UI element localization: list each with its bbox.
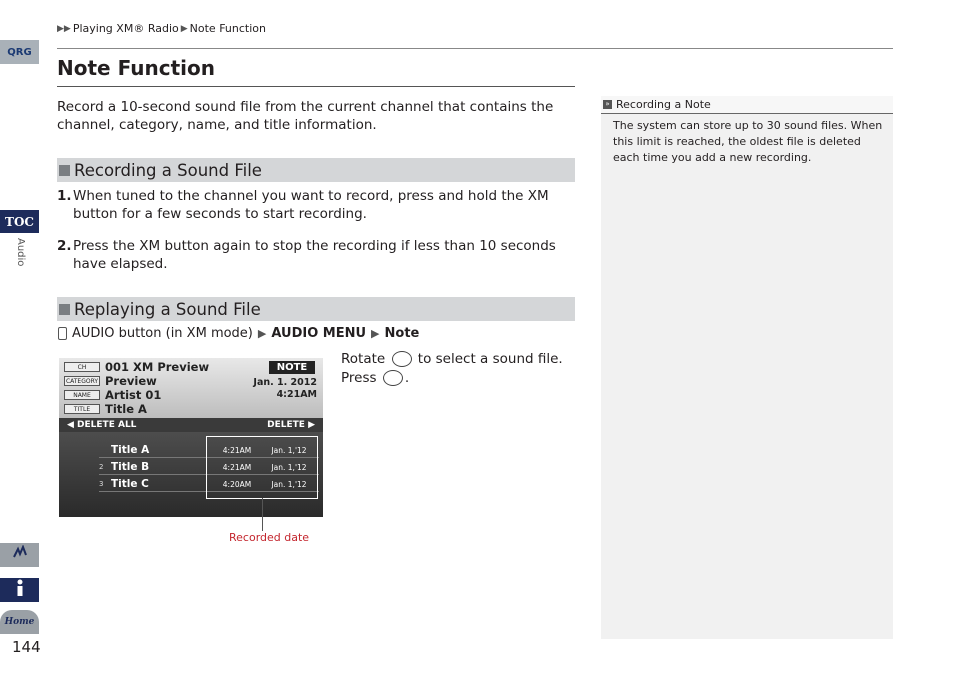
section-heading-recording [57,158,575,182]
tag-name: NAME [64,390,100,400]
recording-date: Jan. 1,'12 [271,479,307,489]
recording-time: 4:21AM [222,462,252,472]
breadcrumb-arrow-icon: ▶▶ [57,23,71,34]
list-item[interactable]: 3 Title C 4:20AM Jan. 1,'12 [99,477,319,492]
screen-channel: 001 XM Preview [105,360,210,374]
breadcrumb-item-playing-xm[interactable]: Playing XM® Radio [72,22,179,35]
home-label: Home [4,617,35,627]
breadcrumb-item-note-function[interactable]: Note Function [189,22,266,35]
voice-command-tab[interactable] [0,543,39,567]
tag-category: CATEGORY [65,377,99,385]
tag-ch: CH [64,362,100,372]
qrg-tab[interactable] [0,40,39,64]
screen-date: Jan. 1. 2012 [253,377,317,388]
note-button[interactable]: NOTE [269,361,315,374]
page-title: Note Function [57,56,215,80]
step-number: 1. [57,188,72,204]
step-item [57,187,577,223]
section-square-icon [59,165,70,176]
breadcrumb-arrow-icon: ▶ [180,23,188,34]
screen-title: Title A [105,402,147,416]
info-tab[interactable] [0,578,39,602]
recorded-date-highlight [206,436,318,499]
recording-date: Jan. 1,'12 [271,445,307,455]
qrg-label: QRG [7,46,32,58]
tag-title: TITLE [64,404,100,414]
step-item [57,237,577,273]
path-arrow-icon: ▶ [257,327,267,340]
screen-action-bar [59,418,323,432]
step-number: 2. [57,238,72,254]
header-divider [57,48,893,49]
callout-leader-line [262,498,263,531]
note-ref-icon: » [603,100,612,109]
press-knob-icon [383,370,403,386]
xm-note-screen [59,358,323,517]
recording-time: 4:21AM [222,445,252,455]
press-text-post: . [404,370,410,386]
delete-button[interactable]: DELETE ▶ [267,420,315,430]
list-item[interactable]: 2 Title B 4:21AM Jan. 1,'12 [99,460,319,475]
section-title: Recording a Sound File [74,160,262,180]
screen-artist: Artist 01 [105,388,162,402]
toc-tab[interactable] [0,210,39,233]
section-label: Audio [15,238,26,267]
rotate-text-post: to select a sound file. [417,351,563,367]
path-start: AUDIO button (in XM mode) [72,326,253,341]
screen-category: Preview [105,374,157,388]
step-text: Press the XM button again to stop the recording if less than 10 seconds have elapsed. [73,238,556,272]
recorded-date-callout: Recorded date [229,531,310,544]
page-number: 144 [12,638,41,656]
section-heading-replaying [57,297,575,321]
home-tab[interactable] [0,610,39,634]
rotate-text-pre: Rotate [341,351,386,367]
menu-path [58,326,419,341]
side-note-panel [601,96,893,639]
screen-time: 4:21AM [276,389,317,400]
recording-title: Title C [111,478,149,490]
path-item: Note [384,326,420,341]
recording-title: Title B [111,461,150,473]
voice-command-icon [11,545,29,565]
title-divider [57,86,575,87]
side-note-body: The system can store up to 30 sound files. When this limit is reached, the oldest file is deleted each time you add a new recording. [613,119,883,164]
side-note-heading [601,96,893,114]
breadcrumb [57,22,266,35]
replay-instructions [341,350,563,388]
path-arrow-icon: ▶ [371,327,380,340]
recording-date: Jan. 1,'12 [271,462,307,472]
toc-label: TOC [5,214,34,229]
press-text-pre: Press [341,370,377,386]
intro-paragraph: Record a 10-second sound file from the current channel that contains the channel, category, name, and title information. [57,99,554,133]
info-icon [15,579,25,601]
home-button-icon [58,327,67,340]
section-title: Replaying a Sound File [74,299,261,319]
path-menu: AUDIO MENU [271,326,367,341]
rotate-knob-icon [392,351,412,367]
step-text: When tuned to the channel you want to record, press and hold the XM button for a few seconds to start recording. [73,188,549,222]
recording-title: Title A [111,444,150,456]
side-note-title: Recording a Note [616,98,711,111]
section-square-icon [59,304,70,315]
recording-time: 4:20AM [222,479,252,489]
delete-all-button[interactable]: ◀ DELETE ALL [67,420,137,430]
